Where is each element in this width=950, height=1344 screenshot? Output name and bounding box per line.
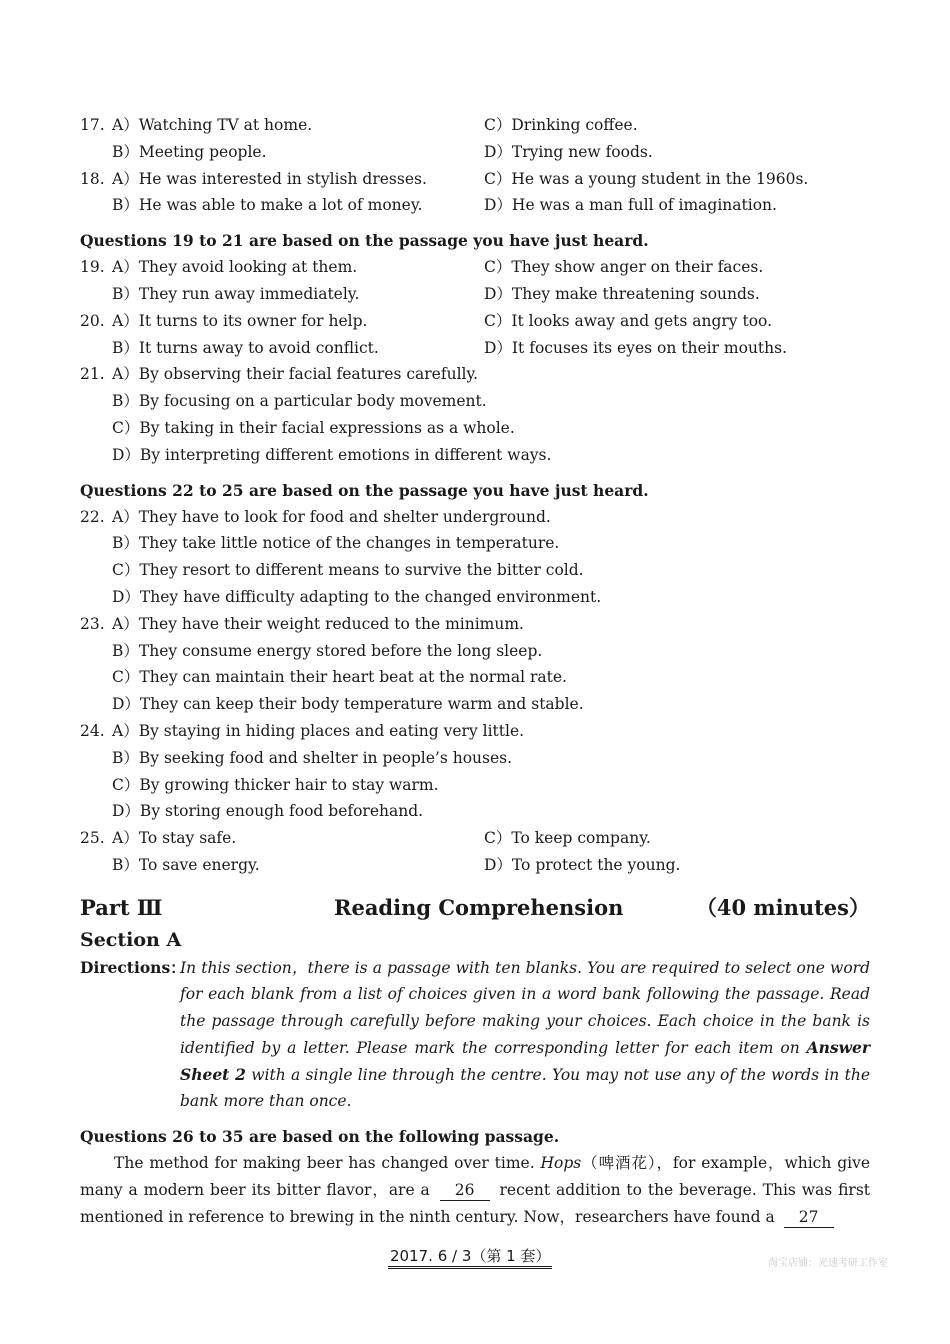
directions-label: Directions： (80, 957, 186, 977)
reading-passage (80, 1150, 870, 1230)
option-c: C）They can maintain their heart beat at the normal rate. (112, 668, 567, 687)
directions-text-part-2: with a single line through the centre. You may not use any of the words in the bank more than once. (180, 1065, 870, 1111)
question-25-row-2 (80, 852, 870, 879)
option-a: A）To stay safe. (112, 829, 237, 848)
option-c: C）Drinking coffee. (484, 116, 638, 134)
question-20-row-1 (80, 308, 870, 335)
option-b: B）Meeting people. (112, 142, 267, 161)
question-23-option-d (80, 691, 870, 718)
question-number: 21. (80, 365, 105, 384)
option-a: A）He was interested in stylish dresses. (112, 169, 427, 188)
watermark: 淘宝店铺：光速考研工作室 (768, 1258, 888, 1269)
option-b: B）It turns away to avoid conflict. (112, 338, 379, 357)
option-b: B）They run away immediately. (112, 284, 360, 303)
questions-22-25-heading: Questions 22 to 25 are based on the passage you have just heard. (80, 480, 649, 500)
question-21-option-a (80, 361, 870, 388)
question-23-option-b (80, 638, 870, 665)
question-17-row-1 (80, 112, 870, 139)
question-21-option-b (80, 388, 870, 415)
question-17-row-2 (80, 139, 870, 166)
option-b: B）They take little notice of the changes in temperature. (112, 534, 560, 553)
question-24-option-d (80, 798, 870, 825)
option-c: C）They resort to different means to survive the bitter cold. (112, 561, 584, 580)
question-23-option-c (80, 664, 870, 691)
option-b: B）By focusing on a particular body movement. (112, 392, 487, 411)
part-heading (80, 891, 870, 925)
part-title: Reading Comprehension (334, 894, 624, 920)
option-c: C）By taking in their facial expressions as a whole. (112, 418, 515, 437)
questions-19-21-heading: Questions 19 to 21 are based on the passage you have just heard. (80, 231, 649, 251)
option-c: C）To keep company. (484, 829, 651, 848)
option-d: D）Trying new foods. (484, 142, 653, 161)
question-24-option-a (80, 718, 870, 745)
option-d: D）They have difficulty adapting to the changed environment. (112, 587, 602, 606)
question-number: 18. (80, 169, 105, 188)
option-b: B）He was able to make a lot of money. (112, 196, 423, 215)
question-number: 17. (80, 116, 105, 134)
question-19-row-2 (80, 281, 870, 308)
question-24-option-c (80, 772, 870, 799)
section-title: Section A (80, 928, 182, 951)
question-20-row-2 (80, 335, 870, 362)
option-a: A）By staying in hiding places and eating very little. (112, 721, 525, 740)
option-a: A）It turns to its owner for help. (112, 311, 368, 330)
questions-26-35-heading: Questions 26 to 35 are based on the following passage. (80, 1126, 560, 1146)
exam-page (80, 112, 870, 1230)
option-d: D）They can keep their body temperature warm and stable. (112, 695, 584, 714)
question-24-option-b (80, 745, 870, 772)
option-d: D）By interpreting different emotions in different ways. (112, 445, 552, 464)
option-c: C）By growing thicker hair to stay warm. (112, 775, 439, 794)
option-d: D）By storing enough food beforehand. (112, 802, 424, 821)
passage-text: recent addition to the beverage. This was first mentioned in reference to brewing in the ninth century. Now，researchers have found a (80, 1180, 871, 1226)
option-d: D）To protect the young. (484, 855, 681, 874)
option-a: A）They have their weight reduced to the minimum. (112, 614, 524, 633)
question-22-option-c (80, 557, 870, 584)
question-number: 19. (80, 258, 105, 277)
part-time: （40 minutes） (695, 894, 870, 920)
option-a: A）By observing their facial features carefully. (112, 365, 479, 384)
blank-27: 27 (784, 1207, 834, 1228)
option-a: A）Watching TV at home. (112, 116, 313, 134)
passage-term-hops: Hops (540, 1153, 582, 1172)
option-a: A）They have to look for food and shelter underground. (112, 507, 551, 526)
question-number: 24. (80, 721, 105, 740)
question-22-option-a (80, 504, 870, 531)
question-number: 23. (80, 614, 105, 633)
question-number: 25. (80, 829, 105, 848)
passage-text: （啤酒花），for example，which give many a modern beer its bitter flavor，are a (80, 1153, 870, 1199)
option-a: A）They avoid looking at them. (112, 258, 358, 277)
option-d: D）They make threatening sounds. (484, 284, 760, 303)
answer-sheet-reference: Answer Sheet 2 (180, 1037, 870, 1084)
question-23-option-a (80, 611, 870, 638)
part-label: Part Ⅲ (80, 894, 163, 920)
option-d: D）It focuses its eyes on their mouths. (484, 338, 788, 357)
question-22-option-d (80, 584, 870, 611)
page-footer: 2017. 6 / 3（第 1 套） (388, 1246, 552, 1269)
option-d: D）He was a man full of imagination. (484, 196, 777, 215)
blank-26: 26 (440, 1180, 490, 1201)
passage-text: The method for making beer has changed over time. (114, 1153, 541, 1172)
directions (80, 955, 870, 1115)
directions-text (180, 955, 870, 1115)
question-number: 20. (80, 311, 105, 330)
question-22-option-b (80, 530, 870, 557)
question-21-option-c (80, 415, 870, 442)
option-c: C）It looks away and gets angry too. (484, 311, 773, 330)
question-number: 22. (80, 507, 105, 526)
directions-text-part-1: In this section，there is a passage with ten blanks. You are required to select one word for each blank from a list of choices given in a word bank following the passage. Read the passage through carefully before making your choices. Each choice in the bank is identified by a letter. Please mark the corresponding letter for each item on (180, 958, 870, 1057)
question-19-row-1 (80, 254, 870, 281)
question-18-row-2 (80, 192, 870, 219)
option-c: C）They show anger on their faces. (484, 258, 764, 277)
option-c: C）He was a young student in the 1960s. (484, 169, 809, 188)
question-21-option-d (80, 442, 870, 469)
option-b: B）To save energy. (112, 855, 260, 874)
option-b: B）They consume energy stored before the long sleep. (112, 641, 543, 660)
option-b: B）By seeking food and shelter in people’s houses. (112, 748, 513, 767)
question-25-row-1 (80, 825, 870, 852)
question-18-row-1 (80, 166, 870, 193)
